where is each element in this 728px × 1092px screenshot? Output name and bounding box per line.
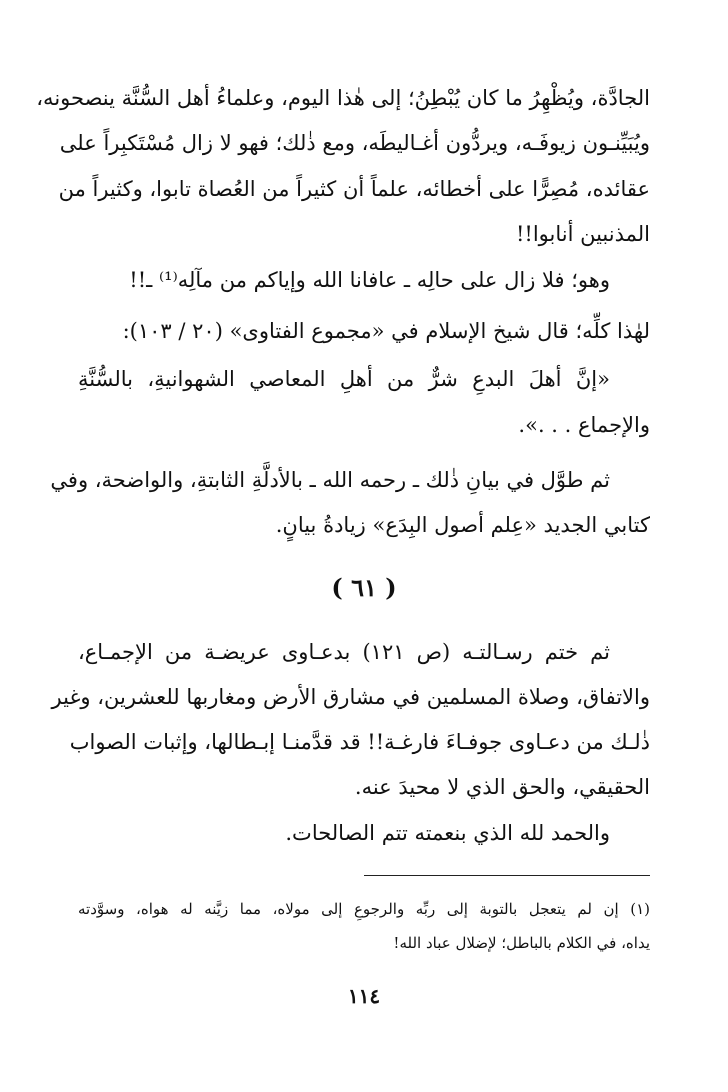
paragraph-5-line-4: الحقيقي، والحق الذي لا محيدَ عنه.: [354, 775, 650, 799]
quote-line-2: والإجماع . . .».: [518, 413, 650, 437]
paragraph-4-line-2: كتابي الجديد «عِلم أصول البِدَع» زيادةُ بيانٍ.: [275, 513, 650, 537]
paragraph-6: والحمد لله الذي بنعمته تتم الصالحات.: [285, 821, 610, 845]
paragraph-1-line-1: الجادَّة، ويُظْهِرُ ما كان يُبْطِنُ؛ إلى هٰذا اليوم، وعلماءُ أهل السُّنَّة ينصحونه،: [36, 86, 650, 110]
footnote-separator: [364, 875, 650, 876]
paragraph-5-line-1: ثم ختم رسـالتـه (ص ١٢١) بدعـاوى عريضـة من الإجمـاع،: [78, 640, 610, 664]
section-heading: ( ٦١ ): [331, 573, 397, 602]
paragraph-5-line-2: والاتفاق، وصلاة المسلمين في مشارق الأرض ومغاربها للعشرين، وغير: [51, 685, 650, 709]
footnote-line-1: (١) إن لم يتعجل بالتوبة إلى ربِّه والرجوعِ إلى مولاه، مما زيَّنه له هواه، وسوَّدته: [78, 900, 650, 918]
page-number: ١١٤: [347, 984, 381, 1008]
quote-line-1: «إنَّ أهلَ البدعِ شرٌّ من أهلِ المعاصي الشهوانيةِ، بالسُّنَّةِ: [78, 367, 610, 391]
paragraph-1-line-3: عقائده، مُصِرًّا على أخطائه، علماً أن كثيراً من العُصاة تابوا، وكثيراً من: [58, 177, 650, 201]
footnote-line-2: يداه، في الكلام بالباطل؛ لإضلال عباد الله!: [393, 934, 650, 952]
paragraph-4-line-1: ثم طوَّل في بيانِ ذٰلك ـ رحمه الله ـ بالأدلَّةِ الثابتةِ، والواضحة، وفي: [50, 468, 610, 492]
paragraph-2: وهو؛ فلا زال على حالِه ـ عافانا الله وإياكم من مآلِه⁽¹⁾ ـ!!: [129, 268, 610, 292]
paragraph-5-line-3: ذٰلـك من دعـاوى جوفـاءَ فارغـة!! قد قدَّمنـا إبـطالها، وإثبات الصواب: [69, 730, 650, 754]
paragraph-3: لهٰذا كلِّه؛ قال شيخ الإسلام في «مجموع الفتاوى» (٢٠ / ١٠٣):: [122, 319, 650, 343]
paragraph-1-line-2: ويُبَيِّنـون زيوفَـه، ويردُّون أغـاليطَه، ومع ذٰلك؛ فهو لا زال مُسْتَكبِراً على: [59, 131, 650, 155]
paragraph-1-line-4: المذنبين أنابوا!!: [515, 222, 650, 246]
